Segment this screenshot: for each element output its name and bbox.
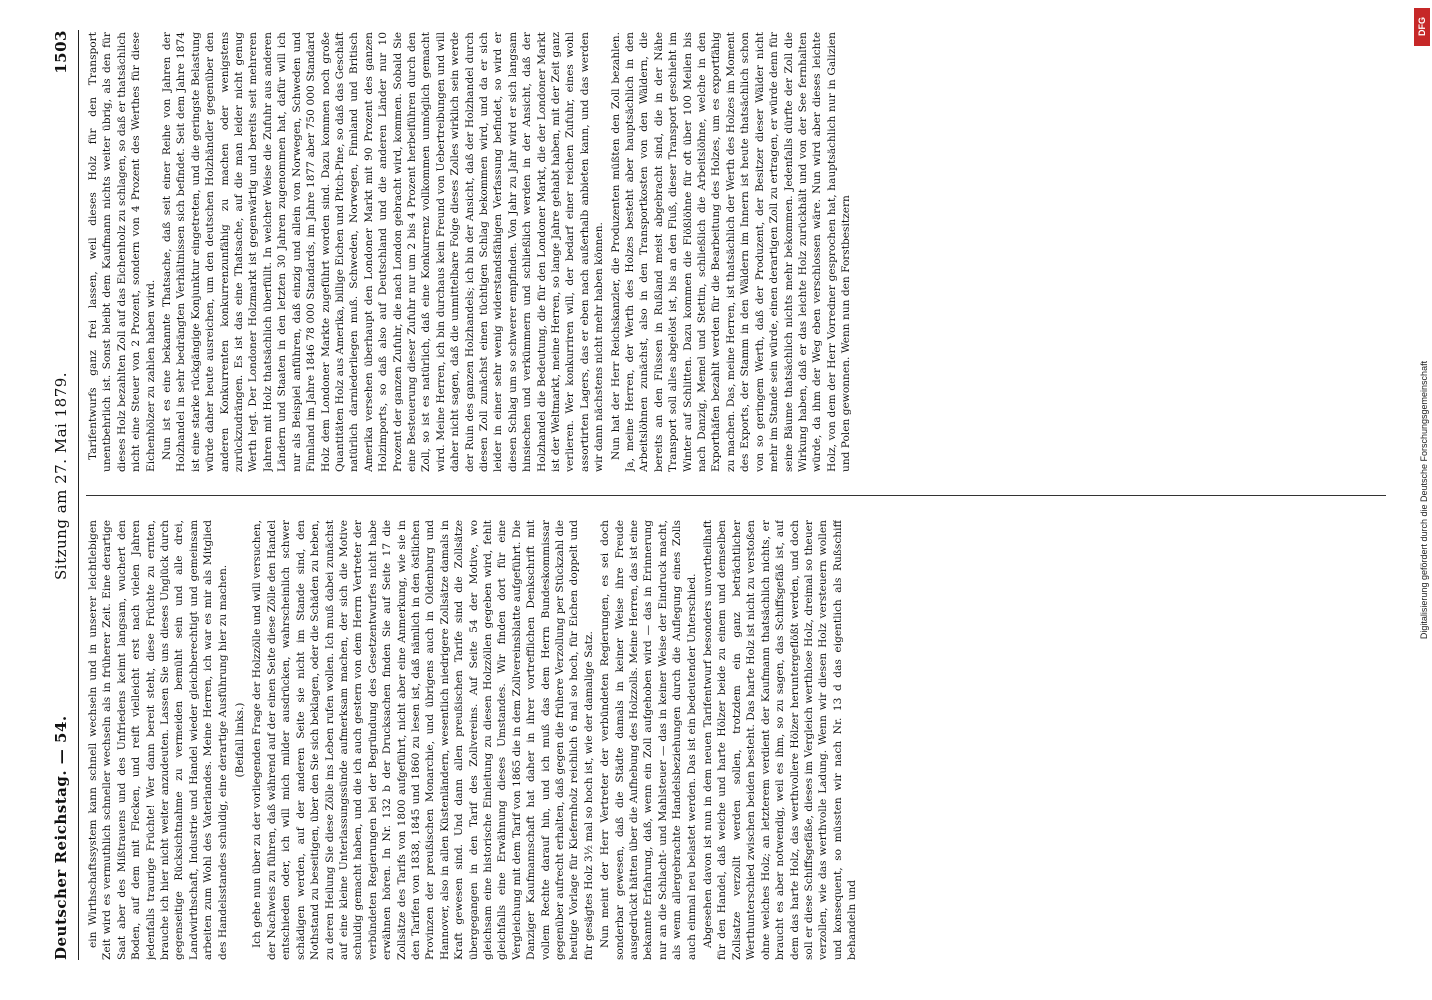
dfg-logo: DFG	[1414, 8, 1430, 46]
paragraph: Nun hat der Herr Reichskanzler, die Produzenten müßten den Zoll bezahlen. Ja, meine Herren, der Werth des Holzes besteht aber hauptsächlich in den Arbeitslöhnen zunächst, also in den Transportkosten von den Wäldern, die bereits an den Flüssen in Rußland meist abgebracht sind, die in der Nähe Transport soll alles abgelöst ist, bis an den Fluß, dieser Transport geschieht im Winter auf Schlitten. Dazu kommen die Flößlöhne für oft über 100 Meilen bis nach Danzig, Memel und Stettin, schließlich die Arbeitslöhne, welche in den Exporthäfen bezahlt werden für die Bearbeitung des Holzes, um es exportfähig zu machen. Das, meine Herren, ist thatsächlich der Werth des Holzes im Moment des Exports, der Stamm in den Wäldern im Innern ist heute thatsächlich schon von so geringem Werth, daß der Produzent, der Besitzer dieser Wälder nicht mehr im Stande sein würde, einen derartigen Zoll zu ertragen, er würde denn für seine Bäume thatsächlich nichts mehr bekommen. Jedenfalls dürfte der Zoll die Wirkung haben, daß er das leichte Holz zurückhält und von der See fernhalten würde, da ihm der Weg eben verschlossen wäre. Nun wird aber dieses leichte Holz, von dem der Herr Vorredner gesprochen hat, hauptsächlich nur in Galizien und Polen gewonnen. Wenn nun den Forstbesitzern	[609, 32, 853, 472]
header-publication: Deutscher Reichstag. — 54.	[52, 715, 70, 960]
column-divider	[86, 495, 1386, 496]
left-column	[86, 520, 1396, 960]
paragraph: ein Wirthschaftssystem kann schnell wechseln und in unserer leichtlebigen Zeit wird es vermuthlich schneller wechseln als in früherer Zeit. Eine derartige Saat aber des Mißtrauens und des Unfriedens keimt langsam, wuchert den Boden, auf dem mit Flecken, und reift vielleicht erst nach vielen Jahren jedenfalls traurige Früchte! Wer dann bereit steht, diese Früchte zu ernten, brauche ich hier nicht weiter anzudeuten. Lassen Sie uns dieses Unglück durch gegenseitige Rücksichtnahme zu vermeiden bemüht sein und alle drei, Landwirthschaft, Industrie und Handel wieder gleichberechtigt und gemeinsam arbeiten zum Wohl des Vaterlandes. Meine Herren, ich war es mir als Mitglied des Handelsstandes schuldig, eine derartige Ausführung hier zu machen.	[87, 520, 229, 960]
paragraph: Nun ist es eine bekannte Thatsache, daß seit einer Reihe von Jahren der Holzhandel in sehr bedrängten Verhältnissen sich befindet. Seit dem Jahre 1874 ist eine starke rückgängige Konjunktur eingetreten, und die geringste Belastung würde daher heute ausreichen, um den deutschen Holzhändler gegenüber den anderen Konkurrenten konkurrenzunfähig zu machen oder wenigstens zurückzudrängen. Es ist das eine Thatsache, auf die man leider nicht genug Werth legt. Der Londoner Holzmarkt ist gegenwärtig und bereits seit mehreren Jahren mit Holz thatsächlich überfüllt. In welcher Weise die Zufuhr aus anderen Ländern und Staaten in den letzten 30 Jahren zugenommen hat, dafür will ich nur als Beispiel anführen, daß einzig und allein von Norwegen, Schweden und Finnland im Jahre 1846 78 000 Standards, im Jahre 1877 aber 750 000 Standard Holz dem Londoner Markte zugeführt worden sind. Dazu kommen noch große Quantitäten Holz aus Amerika, billige Eichen und Pitch-Pine, so daß das Geschäft natürlich darniederliegen muß. Schweden, Norwegen, Finnland und Britisch Amerika versehen überhaupt den Londoner Markt mit 90 Prozent des ganzen Holzimports, so daß also auf Deutschland und die anderen Länder nur 10 Prozent der ganzen Zufuhr, die nach London gebracht wird, kommen. Sobald Sie eine Besteuerung dieser Zufuhr nur um 2 bis 4 Prozent herbeiführen durch den Zoll, so ist es natürlich, daß eine Konkurrenz vollkommen unmöglich gemacht wird. Meine Herren, ich bin durchaus kein Freund von Uebertreibungen und will daher nicht sagen, daß die unmittelbare Folge dieses Zolles wirklich sein werde der Ruin des ganzen Holzhandels; ich bin der Ansicht, daß der Holzhandel durch diesen Zoll zunächst einen tüchtigen Schlag bekommen wird, und da er sich leider in einer sehr wenig widerstandsfähigen Verfassung befindet, so wird er diesen Schlag um so schwerer empfinden. Von Jahr zu Jahr wird er sich langsam hinsiechen und verkümmern und schließlich werden in der Ansicht, daß der Holzhandel die Bedeutung, die für den Londoner Markt, die der Londoner Markt ist der Weltmarkt, meine Herren, so lange Jahre gehabt haben, mit der Zeit ganz verlieren. Wer konkurriren will, der bedarf einer reichen Zufuhr, eines wohl assortirten Lagers, das er eben nach außerhalb anbieten kann, und das werden wir dann nächstens nicht mehr haben können.	[161, 32, 606, 472]
page-number: 1503	[52, 30, 70, 74]
funding-note	[1411, 0, 1432, 1000]
right-column	[86, 32, 1396, 472]
paragraph: Tarifentwurfs ganz frei lassen, weil dieses Holz für den Transport unentbehrlich ist. Sonst bleibt dem Kaufmann nichts weiter übrig, als den für dieses Holz bezahlten Zoll auf das Eichenholz zu schlagen, so daß er thatsächlich nicht eine Steuer von 2 Prozent, sondern von 4 Prozent des Werthes für diese Eichenhölzer zu zahlen haben wird.	[87, 32, 157, 472]
paragraph: Nun meint der Herr Vertreter der verbündeten Regierungen, es sei doch sonderbar gewesen, daß die Städte damals in keiner Weise ihre Freude ausgedrückt hätten über die Aufhebung des Holzzolls. Meine Herren, das ist eine bekannte Erfahrung, daß, wenn ein Zoll aufgehoben wird — das in Erinnerung nur an die Schlacht- und Mahlsteuer — das in keiner Weise der Eindruck macht, als wenn allergebrachte Handelsbeziehungen durch die Auflegung eines Zolls auch einmal neu belastet werden. Das ist ein bedeutender Unterschied.	[599, 520, 698, 960]
paragraph: Ich gehe nun über zu der vorliegenden Frage der Holzzölle und will versuchen, der Nachweis zu führen, daß während auf der einen Seite diese Zölle den Handel entschieden oder, ich will mich milder ausdrücken, wahrscheinlich schwer schädigen werden, auf der anderen Seite sie nicht im Stande sind, den Nothstand zu beseitigen, über den Sie sich beklagen, oder die Schäden zu heben, zu deren Heilung Sie diese Zölle ins Leben rufen wollen. Ich muß dabei zunächst auf eine kleine Unterlassungssünde aufmerksam machen, der sich die Motive schuldig gemacht haben, und die ich auch gestern von dem Herrn Vertreter der verbündeten Regierungen bei der Begründung des Gesetzentwurfes nicht habe erwähnen hören. In Nr. 132 b der Drucksachen finden Sie auf Seite 17 die Zollsätze des Tarifs von 1800 aufgeführt, nicht aber eine Anmerkung, wie sie in den Tarifen von 1838, 1845 und 1860 zu lesen ist, daß nämlich in den östlichen Provinzen der preußischen Monarchie, und übrigens auch in Oldenburg und Hannover, also in allen Küstenländern, wesentlich niedrigere Zollsätze damals in Kraft gewesen sind. Und dann allen preußischen Tarife sind die Zollsätze übergegangen in den Tarif des Zollvereins. Auf Seite 54 der Motive, wo gleichsam eine historische Einleitung zu diesen Holzzöllen gegeben wird, fehlt gleichfalls eine Erwähnung dieses Umstandes. Wir finden dort für eine Vergleichung mit dem Tarif von 1865 die in dem Zollvereinsblatte aufgeführt. Die Danziger Kaufmannschaft hat daher in ihrer vortrefflichen Denkschrift mit vollem Rechte darauf hin, und ich muß das dem Herrn Bundeskommissar gegenüber aufrecht erhalten, daß gegen die frühere Verzollung per Stückzahl die heutige Vorlage für Kiefernholz reichlich 6 mal so hoch, für Eichen doppelt und für gesägtes Holz 3½ mal so hoch ist, wie der damalige Satz.	[251, 520, 595, 960]
funding-note-text: Digitalisierung gefördert durch die Deutsche Forschungsgemeinschaft	[1419, 360, 1429, 640]
header-session-date: Sitzung am 27. Mai 1879.	[52, 371, 70, 580]
paragraph: Abgesehen davon ist nun in dem neuen Tarifentwurf besonders unvortheilhaft für den Handel, daß weiche und harte Hölzer beide zu einem und demselben Zollsatze verzollt werden sollen, trotzdem ein ganz beträchtlicher Werthunterschied zwischen beiden besteht. Das harte Holz ist nicht zu verstoßen ohne welches Holz; an letzterem verdient der Kaufmann thatsächlich nichts, er braucht es aber notwendig, weil es ihm, so zu sagen, das Schiffsgefäß ist, auf dem das harte Holz, das werthvollere Hölzer heruntergeflößt werden, und doch soll er diese Schiffsgefäße, dieses im Vergleich werthlose Holz, dreimal so theuer verzollen, wie das werthvolle Ladung. Wenn wir diesen Holz versteuern wollen und konsequent, so müssten wir nach Nr. 13 d das eigentlich als Rußschiff behandeln und	[702, 520, 859, 960]
applause-note: (Beifall links.)	[234, 702, 247, 778]
header-rule	[78, 30, 79, 960]
page-header	[52, 30, 78, 960]
